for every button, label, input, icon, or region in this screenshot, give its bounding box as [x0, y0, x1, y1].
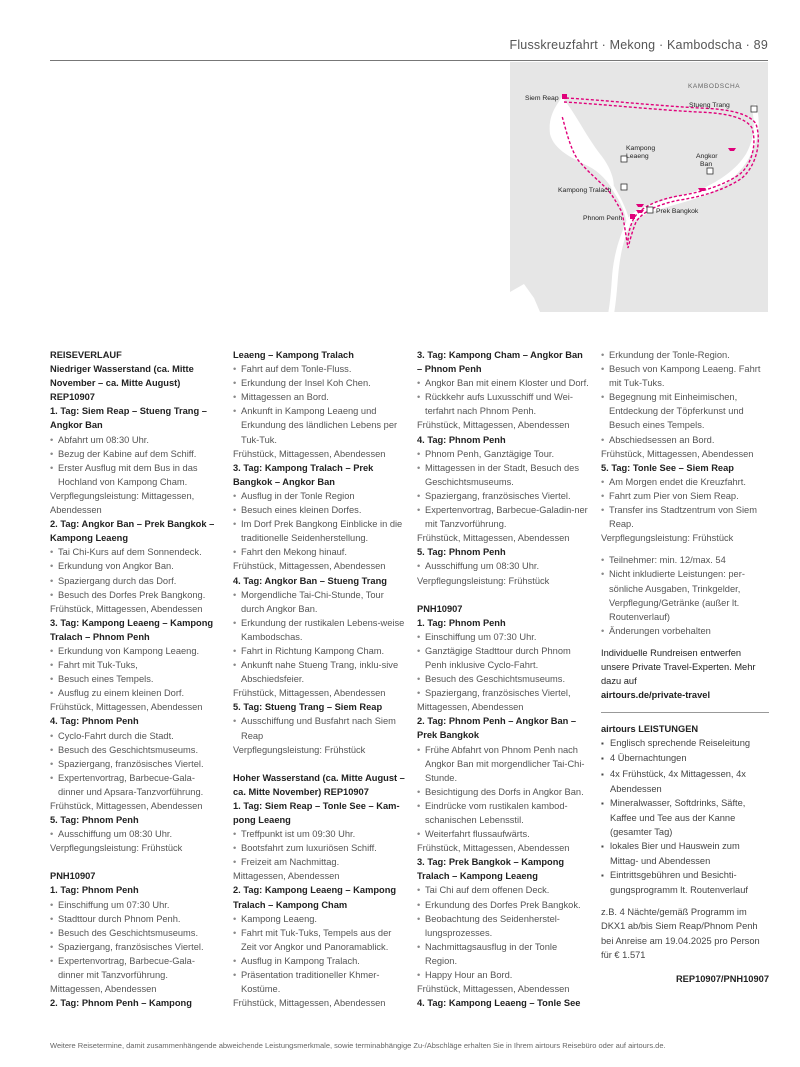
list-item: • Cyclo-Fahrt durch die Stadt.	[50, 729, 220, 743]
list-item: • Besuch des Geschichtsmuseums.	[50, 926, 220, 940]
label-siem-reap: Siem Reap	[525, 95, 559, 102]
day-items	[417, 630, 589, 700]
day-meals: Verpflegungsleistung: Frühstück	[601, 533, 734, 544]
list-item: • Besuch des Geschichtsmuseums.	[50, 743, 220, 757]
list-item: • Besuch des Dorfes Prek Bangkong.	[50, 588, 220, 602]
day-meals: Frühstück, Mittagessen, Abendessen	[50, 603, 203, 614]
day-meals: Frühstück, Mittagessen, Abendessen	[233, 448, 386, 459]
list-item: • Spaziergang, französisches Viertel,	[417, 686, 589, 700]
day-title: 1. Tag: Siem Reap – Tonle See – Kam-pong Leaeng	[233, 800, 400, 825]
day-title: 5. Tag: Tonle See – Siem Reap	[601, 462, 734, 473]
list-item: • Spaziergang, französisches Viertel.	[417, 489, 589, 503]
tour-code: PNH10907	[50, 871, 96, 882]
list-item: • Expertenvortrag, Barbecue-Galadin-ner mit Tanzvorführung.	[417, 503, 589, 531]
day-meals: Frühstück, Mittagessen, Abendessen	[233, 561, 386, 572]
day-items	[50, 729, 220, 799]
list-item: • Erkundung der Tonle-Region.	[601, 348, 769, 362]
day-items	[417, 376, 589, 418]
price-info: z.B. 4 Nächte/gemäß Programm im DKX1 ab/bis Siem Reap/Phnom Penh bei Anreise am 19.04.2025 pro Person für € 1.571	[601, 907, 760, 960]
day-title: 5. Tag: Phnom Penh	[417, 547, 506, 558]
list-item: • Im Dorf Prek Bangkong Einblicke in die traditionelle Seidenherstellung.	[233, 517, 405, 545]
list-item: • Besuch von Kampong Leaeng. Fahrt mit Tuk-Tuks.	[601, 362, 769, 390]
day-title: 1. Tag: Phnom Penh	[50, 885, 139, 896]
list-item: • Ausflug in Kampong Tralach.	[233, 954, 405, 968]
list-item: • Ankunft in Kampong Leaeng und Erkundung des ländlichen Lebens per Tuk-Tuk.	[233, 404, 405, 446]
list-item: • Mittagessen an Bord.	[233, 390, 405, 404]
day-meals: Frühstück, Mittagessen, Abendessen	[417, 533, 570, 544]
marker-phnom-penh	[630, 214, 635, 219]
list-item: • Stadttour durch Phnom Penh.	[50, 912, 220, 926]
route-map-svg	[510, 62, 768, 312]
list-item: ▪ lokales Bier und Hauswein zum Mittag- und Abendessen	[601, 839, 769, 868]
list-item: ▪ 4x Frühstück, 4x Mittagessen, 4x Abendessen	[601, 767, 769, 796]
route-map	[510, 62, 768, 312]
column-2	[233, 348, 405, 1010]
day-title-continued: Leaeng – Kampong Tralach	[233, 350, 354, 360]
day-title: 2. Tag: Phnom Penh – Kampong	[50, 998, 192, 1009]
high-water-section: Hoher Wasserstand (ca. Mitte August – ca. Mitte November) REP10907	[233, 772, 405, 797]
list-item: • Kampong Leaeng.	[233, 912, 405, 926]
day-title: 3. Tag: Prek Bangkok – Kampong Tralach – Kampong Leaeng	[417, 857, 565, 882]
list-item: • Besichtigung des Dorfs in Angkor Ban.	[417, 785, 589, 799]
list-item: ▪ Eintrittsgebühren und Besichti-gungsprogramm lt. Routenverlauf	[601, 868, 769, 897]
list-item: • Nachmittagsausflug in der Tonle Region.	[417, 940, 589, 968]
list-item: • Besuch eines kleinen Dorfes.	[233, 503, 405, 517]
list-item: • Ausschiffung um 08:30 Uhr.	[50, 827, 220, 841]
day-items	[50, 433, 220, 489]
list-item: • Spaziergang, französisches Viertel.	[50, 757, 220, 771]
day-items	[50, 898, 220, 983]
list-item: • Fahrt mit Tuk-Tuks, Tempels aus der Zeit vor Angkor und Panoramablick.	[233, 926, 405, 954]
day-items	[233, 827, 405, 869]
list-item: • Begegnung mit Einheimischen, Entdeckung der Töpferkunst und Besuch eines Tempels.	[601, 390, 769, 432]
list-item: • Ausflug zu einem kleinen Dorf.	[50, 686, 220, 700]
list-item: • Morgendliche Tai-Chi-Stunde, Tour durch Angkor Ban.	[233, 588, 405, 616]
day-items	[601, 348, 769, 447]
day-items	[417, 559, 589, 573]
leistungen-label: LEISTUNGEN	[638, 724, 699, 735]
list-item: • Fahrt zum Pier von Siem Reap.	[601, 489, 769, 503]
page-footer: Weitere Reisetermine, damit zusammenhängende abweichende Leistungsmerkmale, sowie terminabhängige Zu-/Abschläge erhalten Sie in Ihrem airtours Reisebüro oder auf airtours.de.	[50, 1041, 666, 1050]
list-item: • Besuch des Geschichtsmuseums.	[417, 672, 589, 686]
column-4	[601, 348, 769, 986]
leistungen-title	[601, 722, 769, 736]
list-item: • Fahrt den Mekong hinauf.	[233, 545, 405, 559]
itinerary-title: REISEVERLAUF	[50, 350, 122, 360]
tour-code: PNH10907	[417, 603, 463, 614]
list-item: • Expertenvortrag, Barbecue-Gala-dinner mit Tanzvorführung.	[50, 954, 220, 982]
day-items	[50, 545, 220, 601]
list-item: • Ganztägige Stadttour durch Phnom Penh inklusive Cyclo-Fahrt.	[417, 644, 589, 672]
day-items	[50, 644, 220, 700]
low-water-section: Niedriger Wasserstand (ca. Mitte November – ca. Mitte August) REP10907	[50, 364, 194, 403]
list-item: • Teilnehmer: min. 12/max. 54	[601, 553, 769, 567]
label-kampong-leaeng-1: Kampong	[626, 145, 656, 152]
label-stueng-trang: Stueng Trang	[689, 102, 730, 109]
marker-siem-reap	[562, 94, 567, 99]
header-divider	[50, 60, 768, 61]
day-meals: Verpflegungsleistung: Frühstück	[233, 744, 366, 755]
promo-text: Individuelle Rundreisen entwerfen unsere Private Travel-Experten. Mehr dazu auf	[601, 647, 756, 687]
list-item: • Freizeit am Nachmittag.	[233, 855, 405, 869]
column-3	[417, 348, 589, 1010]
day-meals: Verpflegungsleistung: Frühstück	[50, 843, 183, 854]
day-title: 3. Tag: Kampong Tralach – Prek Bangkok – Angkor Ban	[233, 462, 374, 487]
label-angkor-ban-2: Ban	[700, 161, 713, 168]
day-meals: Mittagessen, Abendessen	[233, 871, 340, 882]
day-title: 5. Tag: Phnom Penh	[50, 815, 139, 826]
list-item: • Tai Chi-Kurs auf dem Sonnendeck.	[50, 545, 220, 559]
list-item: • Bootsfahrt zum luxuriösen Schiff.	[233, 841, 405, 855]
day-title: 4. Tag: Kampong Leaeng – Tonle See	[417, 998, 581, 1009]
day-items	[417, 743, 589, 842]
leistungen-list	[601, 736, 769, 897]
marker-prek-bangkok	[647, 207, 653, 213]
day-items	[233, 912, 405, 997]
day-items	[417, 883, 589, 982]
list-item: • Happy Hour an Bord.	[417, 968, 589, 982]
list-item: • Mittagessen in der Stadt, Besuch des Geschichtsmuseums.	[417, 461, 589, 489]
list-item: ▪ Mineralwasser, Softdrinks, Säfte, Kaffee und Tee aus der Kanne (gesamter Tag)	[601, 796, 769, 839]
section-divider	[601, 712, 769, 713]
day-meals: Frühstück, Mittagessen, Abendessen	[417, 984, 570, 995]
list-item: • Erkundung des Dorfes Prek Bangkok.	[417, 898, 589, 912]
private-travel-link[interactable]: airtours.de/private-travel	[601, 690, 711, 701]
list-item: • Rückkehr aufs Luxusschiff und Wei-terfahrt nach Phnom Penh.	[417, 390, 589, 418]
list-item: • Spaziergang, französisches Viertel.	[50, 940, 220, 954]
label-prek-bangkok: Prek Bangkok	[656, 208, 699, 215]
list-item: • Expertenvortrag, Barbecue-Gala-dinner und Apsara-Tanzvorführung.	[50, 771, 220, 799]
marker-stueng-trang	[751, 106, 757, 112]
private-travel-promo	[601, 646, 769, 702]
list-item: • Ausflug in der Tonle Region	[233, 489, 405, 503]
day-meals: Frühstück, Mittagessen, Abendessen	[233, 688, 386, 699]
list-item: • Ausschiffung und Busfahrt nach Siem Reap	[233, 714, 405, 742]
day-meals: Frühstück, Mittagessen, Abendessen	[233, 998, 386, 1009]
day-meals: Mittagessen, Abendessen	[50, 984, 157, 995]
column-1	[50, 348, 220, 1010]
list-item: • Fahrt mit Tuk-Tuks,	[50, 658, 220, 672]
day-meals: Verpflegungsleistung: Mittagessen, Abendessen	[50, 490, 195, 516]
label-angkor-ban-1: Angkor	[696, 153, 718, 160]
list-item: • Tai Chi auf dem offenen Deck.	[417, 883, 589, 897]
day-title: 2. Tag: Phnom Penh – Angkor Ban – Prek Bangkok	[417, 716, 577, 741]
day-items	[233, 489, 405, 559]
list-item: • Präsentation traditioneller Khmer-Kostüme.	[233, 968, 405, 996]
day-title: 4. Tag: Angkor Ban – Stueng Trang	[233, 575, 387, 586]
label-kampong-leaeng-2: Leaeng	[626, 153, 649, 160]
list-item: • Ausschiffung um 08:30 Uhr.	[417, 559, 589, 573]
day-meals: Verpflegungsleistung: Frühstück	[417, 575, 550, 586]
page-header: Flusskreuzfahrt · Mekong · Kambodscha · 89	[509, 38, 768, 52]
list-item: • Ankunft nahe Stueng Trang, inklu-sive Abschiedsfeier.	[233, 658, 405, 686]
list-item: • Bezug der Kabine auf dem Schiff.	[50, 447, 220, 461]
day-title: 2. Tag: Kampong Leaeng – Kampong Tralach – Kampong Cham	[233, 885, 397, 910]
list-item: • Spaziergang durch das Dorf.	[50, 574, 220, 588]
marker-angkor-ban	[707, 168, 713, 174]
list-item: • Änderungen vorbehalten	[601, 624, 769, 638]
list-item: • Angkor Ban mit einem Kloster und Dorf.	[417, 376, 589, 390]
day-items	[233, 714, 405, 742]
label-kampong-tralach: Kampong Tralach	[558, 187, 612, 194]
day-meals: Frühstück, Mittagessen, Abendessen	[50, 702, 203, 713]
day-meals: Frühstück, Mittagessen, Abendessen	[601, 448, 754, 459]
day-title: 5. Tag: Stueng Trang – Siem Reap	[233, 702, 383, 713]
day-title: 3. Tag: Kampong Cham – Angkor Ban – Phnom Penh	[417, 350, 583, 375]
list-item: ▪ 4 Übernachtungen	[601, 751, 769, 766]
day-items	[233, 588, 405, 687]
day-meals: Frühstück, Mittagessen, Abendessen	[417, 843, 570, 854]
list-item: • Eindrücke vom rustikalen kambod-schanischen Lebensstil.	[417, 799, 589, 827]
list-item: • Frühe Abfahrt von Phnom Penh nach Angkor Ban mit morgendlicher Tai-Chi-Stunde.	[417, 743, 589, 785]
list-item: • Erkundung von Angkor Ban.	[50, 559, 220, 573]
list-item: • Nicht inkludierte Leistungen: per-sönliche Ausgaben, Trinkgelder, Verpflegung/Getränke (außer lt. Routenverlauf)	[601, 567, 769, 623]
list-item: • Besuch eines Tempels.	[50, 672, 220, 686]
list-item: • Transfer ins Stadtzentrum von Siem Reap.	[601, 503, 769, 531]
list-item: • Erster Ausflug mit dem Bus in das Hochland von Kampong Cham.	[50, 461, 220, 489]
brand-name: airtours	[601, 724, 636, 735]
list-item: • Fahrt auf dem Tonle-Fluss.	[233, 362, 405, 376]
day-items	[233, 362, 405, 447]
notes-list	[601, 553, 769, 638]
day-items	[417, 447, 589, 532]
marker-kampong-tralach	[621, 184, 627, 190]
list-item: • Erkundung der Insel Koh Chen.	[233, 376, 405, 390]
list-item: • Phnom Penh, Ganztägige Tour.	[417, 447, 589, 461]
day-title: 4. Tag: Phnom Penh	[50, 716, 139, 727]
day-items	[601, 475, 769, 531]
list-item: • Abfahrt um 08:30 Uhr.	[50, 433, 220, 447]
day-items	[50, 827, 220, 841]
list-item: • Am Morgen endet die Kreuzfahrt.	[601, 475, 769, 489]
list-item: • Weiterfahrt flussaufwärts.	[417, 827, 589, 841]
day-title: 1. Tag: Phnom Penh	[417, 617, 506, 628]
day-title: 2. Tag: Angkor Ban – Prek Bangkok – Kampong Leaeng	[50, 519, 215, 544]
day-title: 1. Tag: Siem Reap – Stueng Trang – Angkor Ban	[50, 406, 207, 431]
list-item: • Einschiffung um 07:30 Uhr.	[50, 898, 220, 912]
list-item: • Abschiedsessen an Bord.	[601, 433, 769, 447]
list-item: • Treffpunkt ist um 09:30 Uhr.	[233, 827, 405, 841]
map-country-label: KAMBODSCHA	[688, 83, 741, 90]
list-item: • Einschiffung um 07:30 Uhr.	[417, 630, 589, 644]
day-meals: Frühstück, Mittagessen, Abendessen	[417, 420, 570, 431]
day-meals: Frühstück, Mittagessen, Abendessen	[50, 801, 203, 811]
list-item: • Fahrt in Richtung Kampong Cham.	[233, 644, 405, 658]
list-item: ▪ Englisch sprechende Reiseleitung	[601, 736, 769, 751]
list-item: • Erkundung der rustikalen Lebens-weise Kambodschas.	[233, 616, 405, 644]
day-meals: Mittagessen, Abendessen	[417, 702, 524, 713]
day-title: 4. Tag: Phnom Penh	[417, 434, 506, 445]
label-phnom-penh: Phnom Penh	[583, 215, 623, 222]
day-title: 3. Tag: Kampong Leaeng – Kampong Tralach – Phnom Penh	[50, 617, 214, 642]
list-item: • Erkundung von Kampong Leaeng.	[50, 644, 220, 658]
list-item: • Beobachtung des Seidenherstel-lungsprozesses.	[417, 912, 589, 940]
tour-references: REP10907/PNH10907	[675, 973, 769, 984]
